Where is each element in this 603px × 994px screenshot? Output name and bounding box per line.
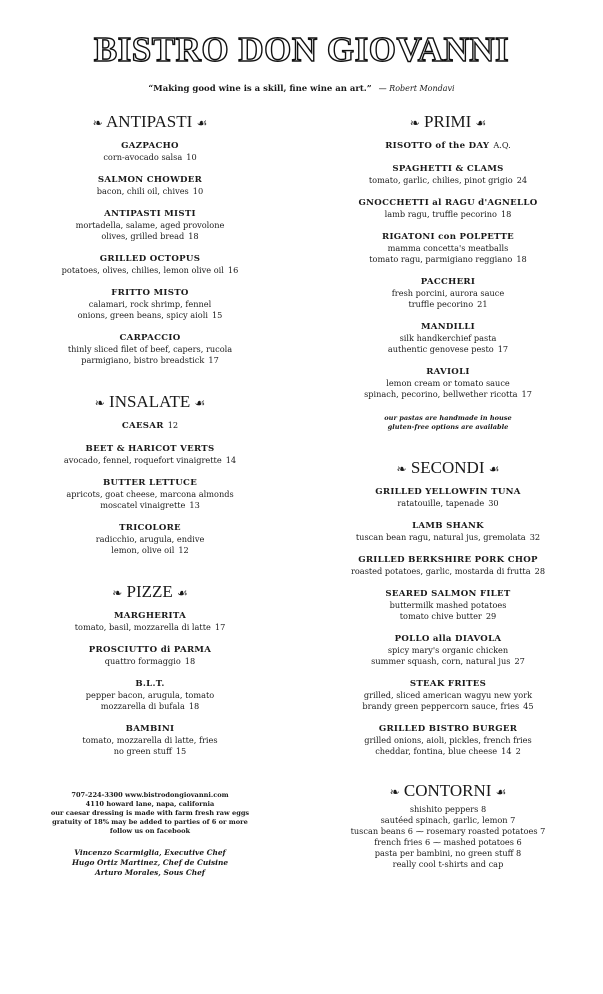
item-name-text: GRILLED YELLOWFIN TUNA (375, 487, 521, 497)
item-description (298, 532, 598, 543)
item-description (298, 746, 598, 757)
menu-item (298, 554, 598, 577)
item-description-text: tomato ragu, parmigiano reggiano (369, 254, 513, 264)
chef-line: Arturo Morales, Sous Chef (95, 868, 205, 877)
item-description (298, 690, 598, 701)
item-name-text: GRILLED BISTRO BURGER (378, 724, 518, 734)
item-description-text: potatoes, olives, chilies, lemon olive oil (61, 265, 224, 275)
item-price: 18 (516, 254, 527, 264)
item-name (0, 332, 300, 344)
item-description (0, 265, 300, 276)
item-name (298, 140, 598, 152)
item-name (298, 486, 598, 498)
menu-item (0, 644, 300, 667)
menu-item (298, 678, 598, 712)
ornament-right-icon: ☙ (475, 116, 487, 130)
item-description (0, 186, 300, 197)
pizze-heading-text: PIZZE (122, 582, 178, 601)
ornament-left-icon: ❧ (112, 586, 123, 600)
contorni-item: french fries 6 ⁓ mashed potatoes 6 (374, 837, 522, 847)
quote-author: — Robert Mondavi (378, 84, 455, 93)
item-description-text: brandy green peppercorn sauce, fries (362, 701, 520, 711)
item-name-text: RIGATONI con POLPETTE (382, 232, 514, 242)
contorni-item: really cool t-shirts and cap (392, 859, 504, 869)
item-price: 16 (227, 265, 239, 275)
item-price: 10 (186, 152, 197, 162)
item-name-text: POLLO alla DIAVOLA (394, 634, 502, 644)
item-price: 28 (534, 566, 546, 576)
item-description-text: grilled, sliced american wagyu new york (363, 690, 533, 700)
item-price: 12 (178, 545, 189, 555)
item-description-text: calamari, rock shrimp, fennel (88, 299, 212, 309)
info-line: 707-224-3300 www.bistrodongiovanni.com (71, 791, 229, 799)
item-description (298, 701, 598, 712)
item-description-text: mamma concetta's meatballs (387, 243, 509, 253)
item-description-text: tomato, garlic, chilies, pinot grigio (368, 175, 513, 185)
item-description (298, 389, 598, 400)
item-description-text: tomato, basil, mozzarella di latte (74, 622, 211, 632)
item-description (298, 656, 598, 667)
item-description (0, 500, 300, 511)
item-name (0, 443, 300, 455)
item-price: 12 (167, 420, 179, 430)
item-name (298, 633, 598, 645)
item-name-text: GRILLED BERKSHIRE PORK CHOP (358, 555, 538, 565)
item-description-text: authentic genovese pesto (387, 344, 494, 354)
menu-item (298, 231, 598, 265)
item-description-text: corn-avocado salsa (103, 152, 183, 162)
item-price: 15 (211, 310, 223, 320)
item-description (298, 735, 598, 746)
item-price: 30 (488, 498, 499, 508)
item-name (0, 253, 300, 265)
item-name-text: RISOTTO of the DAY (385, 141, 490, 151)
pasta-note-line: our pastas are handmade in house (384, 414, 512, 422)
menu-item (298, 321, 598, 355)
ornament-left-icon: ❧ (92, 116, 103, 130)
item-name-text: LAMB SHANK (412, 521, 484, 531)
info-line: our caesar dressing is made with farm fresh raw eggs (50, 809, 250, 817)
ornament-left-icon: ❧ (389, 785, 400, 799)
item-name-text: FRITTO MISTO (111, 288, 189, 298)
chef-line: Vincenzo Scarmiglia, Executive Chef (74, 848, 226, 857)
item-name-text: RAVIOLI (426, 367, 470, 377)
menu-item (0, 332, 300, 366)
menu-item (298, 486, 598, 509)
item-description-text: onions, green beans, spicy aioli (77, 310, 208, 320)
item-price: 32 (529, 532, 541, 542)
item-description (0, 489, 300, 500)
menu-item (298, 633, 598, 667)
item-description-text: lemon, olive oil (111, 545, 175, 555)
item-name-text: BEET & HARICOT VERTS (85, 444, 215, 454)
item-price: 17 (497, 344, 509, 354)
left-column (0, 112, 300, 878)
menu-item (298, 163, 598, 186)
item-description-text: avocado, fennel, roquefort vinaigrette (63, 455, 222, 465)
item-description (0, 355, 300, 366)
item-description (298, 498, 598, 509)
item-description-text: tomato chive butter (399, 611, 482, 621)
contorni-list (298, 804, 598, 870)
item-price: 14 (225, 455, 237, 465)
menu-item (0, 522, 300, 556)
ornament-left-icon: ❧ (396, 462, 407, 476)
item-description-text: apricots, goat cheese, marcona almonds (66, 489, 234, 499)
secondi-heading-text: SECONDI (406, 458, 489, 477)
item-price: 15 (175, 746, 187, 756)
item-description (0, 735, 300, 746)
item-description (298, 378, 598, 389)
primi-section (298, 112, 598, 432)
item-name-text: GRILLED OCTOPUS (99, 254, 201, 264)
item-description-text: parmigiano, bistro breadstick (81, 355, 205, 365)
menu-item (0, 420, 300, 432)
item-price: 18 (500, 209, 512, 219)
ornament-left-icon: ❧ (409, 116, 420, 130)
item-description-text: truffle pecorino (408, 299, 474, 309)
item-description (0, 690, 300, 701)
item-name (0, 644, 300, 656)
item-description (298, 288, 598, 299)
item-description-text: quattro formaggio (104, 656, 181, 666)
antipasti-heading (0, 112, 300, 132)
antipasti-section (0, 112, 300, 366)
contorni-heading (298, 781, 598, 801)
insalate-heading-text: INSALATE (104, 392, 195, 411)
menu-item (0, 253, 300, 276)
item-description (298, 254, 598, 265)
item-name (298, 231, 598, 243)
ornament-right-icon: ☙ (194, 396, 206, 410)
item-name (0, 678, 300, 690)
insalate-heading (0, 392, 300, 412)
item-description (298, 175, 598, 186)
item-name (0, 140, 300, 152)
menu-item (0, 723, 300, 757)
item-description (0, 152, 300, 163)
menu-item (0, 174, 300, 197)
item-description (0, 746, 300, 757)
right-column (298, 112, 598, 870)
chef-line: Hugo Ortiz Martinez, Chef de Cuisine (71, 858, 229, 867)
item-price: 14 (501, 746, 512, 756)
item-description-text: fresh porcini, aurora sauce (391, 288, 505, 298)
item-name (0, 287, 300, 299)
item-description (298, 299, 598, 310)
item-name (0, 174, 300, 186)
item-name-text: PROSCIUTTO di PARMA (88, 645, 212, 655)
item-price: A.Q. (493, 140, 511, 150)
item-description (298, 566, 598, 577)
item-description (298, 611, 598, 622)
item-name-text: MARGHERITA (113, 611, 187, 621)
item-price: 13 (189, 500, 200, 510)
item-price: 18 (184, 656, 196, 666)
contorni-item: pasta per bambini, no green stuff 8 (374, 848, 522, 858)
item-price: 27 (514, 656, 525, 666)
item-name-text: ANTIPASTI MISTI (104, 209, 196, 219)
item-price: 18 (188, 231, 199, 241)
menu-item (298, 723, 598, 757)
item-price: 24 (516, 175, 528, 185)
item-name (298, 723, 598, 735)
item-name (298, 276, 598, 288)
pizze-section (0, 582, 300, 757)
item-description (0, 534, 300, 545)
item-description-text: moscatel vinaigrette (100, 500, 186, 510)
quote-text: “Making good wine is a skill, fine wine an art.” (148, 84, 372, 94)
item-name (0, 610, 300, 622)
info-line: follow us on facebook (109, 827, 191, 835)
item-description (0, 701, 300, 712)
menu-item (298, 366, 598, 400)
item-name (298, 197, 598, 209)
item-description-text: tomato, mozzarella di latte, fries (82, 735, 218, 745)
item-name-text: B.L.T. (135, 679, 165, 689)
primi-heading (298, 112, 598, 132)
ornament-right-icon: ☙ (488, 462, 500, 476)
item-description (0, 344, 300, 355)
item-description-text: buttermilk mashed potatoes (389, 600, 507, 610)
item-name (298, 588, 598, 600)
secondi-heading (298, 458, 598, 478)
item-description-text: radicchio, arugula, endive (95, 534, 205, 544)
chefs-block (0, 848, 300, 878)
item-description (0, 299, 300, 310)
item-description (298, 243, 598, 254)
chefs-list (0, 848, 300, 878)
contorni-item: tuscan beans 6 ⁓ rosemary roasted potatoes 7 (350, 826, 546, 836)
item-name (298, 554, 598, 566)
item-description-text: spinach, pecorino, bellwether ricotta (364, 389, 518, 399)
menu-item (298, 140, 598, 152)
item-name-text: BAMBINI (125, 724, 175, 734)
item-description (0, 622, 300, 633)
item-name (0, 208, 300, 220)
secondi-section (298, 458, 598, 757)
item-description-text: bacon, chili oil, chives (96, 186, 189, 196)
info-line: gratuity of 18% may be added to parties of 6 or more (52, 818, 248, 826)
item-price: 45 (523, 701, 534, 711)
item-description (298, 209, 598, 220)
item-name-text: CAESAR (121, 421, 164, 431)
item-description (0, 545, 300, 556)
item-description (0, 231, 300, 242)
item-name (0, 522, 300, 534)
item-price: 29 (485, 611, 497, 621)
item-description (298, 645, 598, 656)
item-description-text: pepper bacon, arugula, tomato (85, 690, 215, 700)
item-name (0, 723, 300, 735)
item-name-text: TRICOLORE (119, 523, 181, 533)
menu-item (298, 520, 598, 543)
item-name (0, 477, 300, 489)
contorni-section (298, 781, 598, 870)
menu-item (0, 287, 300, 321)
item-description-text: mozzarella di bufala (100, 701, 185, 711)
item-description-text: ratatouille, tapenade (397, 498, 485, 508)
item-name-text: GNOCCHETTI al RAGU d'AGNELLO (358, 198, 538, 208)
ornament-left-icon: ❧ (94, 396, 105, 410)
item-name (298, 678, 598, 690)
insalate-section (0, 392, 300, 556)
menu-item (0, 140, 300, 163)
item-name-text: SALMON CHOWDER (97, 175, 203, 185)
item-description (298, 600, 598, 611)
item-description-text: lemon cream or tomato sauce (386, 378, 510, 388)
item-description-text: thinly sliced filet of beef, capers, rucola (67, 344, 233, 354)
item-description-text: silk handkerchief pasta (399, 333, 497, 343)
item-name-text: MANDILLI (420, 322, 475, 332)
item-description-text: olives, grilled bread (101, 231, 185, 241)
item-name (298, 366, 598, 378)
menu-item (0, 477, 300, 511)
item-name (298, 163, 598, 175)
contorni-item: shishito peppers 8 (409, 804, 487, 814)
item-name-text: STEAK FRITES (409, 679, 487, 689)
item-name-text: SPAGHETTI & CLAMS (392, 164, 504, 174)
antipasti-heading-text: ANTIPASTI (102, 112, 197, 131)
item-price: 17 (214, 622, 226, 632)
info-line: 4110 howard lane, napa, california (85, 800, 215, 808)
item-description-text: roasted potatoes, garlic, mostarda di frutta (350, 566, 531, 576)
info-text (0, 791, 300, 836)
item-description (0, 455, 300, 466)
item-name-text: GAZPACHO (121, 141, 179, 151)
menu-item (0, 443, 300, 466)
menu-item (298, 197, 598, 220)
item-price: 17 (521, 389, 532, 399)
ornament-right-icon: ☙ (495, 785, 507, 799)
menu-item (0, 208, 300, 242)
item-name (0, 420, 300, 432)
item-name-text: SEARED SALMON FILET (385, 589, 511, 599)
menu-item (0, 610, 300, 633)
item-name-text: PACCHERI (420, 277, 476, 287)
pasta-note-line: gluten-free options are available (387, 423, 509, 431)
restaurant-title: BISTRO DON GIOVANNI (93, 30, 510, 69)
info-block (0, 791, 300, 836)
item-name-text: BUTTER LETTUCE (102, 478, 198, 488)
menu-item (298, 588, 598, 622)
item-description (298, 333, 598, 344)
item-name (298, 321, 598, 333)
pizze-heading (0, 582, 300, 602)
ornament-right-icon: ☙ (177, 586, 188, 600)
contorni-item: sautéed spinach, garlic, lemon 7 (380, 815, 516, 825)
item-description-text: mortadella, salame, aged provolone (75, 220, 225, 230)
item-name-text: CARPACCIO (119, 333, 181, 343)
item-description-text: lamb ragu, truffle pecorino (384, 209, 497, 219)
menu-item (298, 276, 598, 310)
item-description-text: no green stuff (113, 746, 172, 756)
contorni-heading-text: CONTORNI (399, 781, 496, 800)
primi-heading-text: PRIMI (419, 112, 476, 131)
item-price: 21 (477, 299, 488, 309)
item-description-text: grilled onions, aioli, pickles, french fries (364, 735, 532, 745)
ornament-right-icon: ☙ (196, 116, 208, 130)
item-extra-price: 2 (515, 746, 521, 756)
item-description (0, 656, 300, 667)
item-price: 10 (192, 186, 204, 196)
item-description-text: tuscan bean ragu, natural jus, gremolata (355, 532, 526, 542)
item-price: 17 (208, 355, 219, 365)
item-description (298, 344, 598, 355)
item-description (0, 310, 300, 321)
pasta-note (298, 414, 598, 432)
item-description-text: spicy mary's organic chicken (387, 645, 509, 655)
quote (0, 84, 603, 94)
item-price: 18 (188, 701, 200, 711)
menu-item (0, 678, 300, 712)
item-name (298, 520, 598, 532)
item-description-text: summer squash, corn, natural jus (371, 656, 511, 666)
item-description (0, 220, 300, 231)
item-description-text: cheddar, fontina, blue cheese (375, 746, 498, 756)
